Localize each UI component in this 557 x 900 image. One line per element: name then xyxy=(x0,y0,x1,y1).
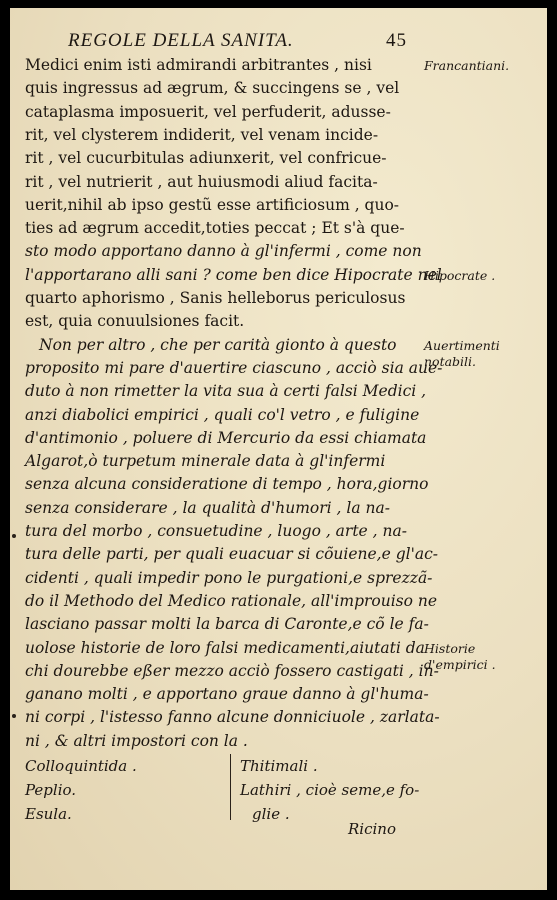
text-line: Non per altro , che per carità gionto à questo xyxy=(39,335,397,354)
text-line: quis ingressus ad ægrum, & succingens se , vel xyxy=(25,79,400,98)
text-line: do il Methodo del Medico rationale, all'improuiso ne xyxy=(25,591,438,610)
text-line: ganano molti , e apportano graue danno à gl'huma- xyxy=(25,685,429,704)
plant-list-right xyxy=(240,754,419,826)
text-line: l'apportarano alli sani ? come ben dice Hipocrate nel xyxy=(25,265,442,284)
text-line: d'antimonio , poluere di Mercurio da essi chiamata xyxy=(25,428,427,447)
margin-note: Hipocrate . xyxy=(424,267,496,283)
plant-list-left xyxy=(25,754,137,826)
list-item: Colloquintida . xyxy=(25,757,137,775)
text-line: rit , vel cucurbitulas adiunxerit, vel confricue- xyxy=(25,149,387,168)
text-line: Medici enim isti admirandi arbitrantes , nisi xyxy=(25,56,372,74)
text-line: rit, vel clysterem indiderit, vel venam incide- xyxy=(25,125,379,144)
text-line: ni , & altri impostori con la . xyxy=(25,731,248,750)
catchword: Ricino xyxy=(348,820,396,838)
text-line: senza considerare , la qualità d'humori , la na- xyxy=(25,498,390,517)
text-line: tura del morbo , consuetudine , luogo , arte , na- xyxy=(25,522,407,540)
margin-note: Auertimenti notabili. xyxy=(424,337,500,369)
list-item: Esula. xyxy=(25,805,72,823)
text-line: chi dourebbe eßer mezzo acciò fossero castigati , in- xyxy=(25,661,439,680)
text-line: duto à non rimetter la vita sua à certi falsi Medici , xyxy=(25,382,427,401)
list-item: glie . xyxy=(252,805,290,823)
text-line: est, quia conuulsiones facit. xyxy=(25,312,245,331)
text-line: cidenti , quali impedir pono le purgationi,e sprezzã- xyxy=(25,568,433,587)
text-line: senza alcuna consideratione di tempo , hora,giorno xyxy=(25,475,429,494)
running-title: REGOLE DELLA SANITA. xyxy=(68,30,294,51)
margin-note: Historie d'empirici . xyxy=(424,640,496,672)
text-line: uolose historie de loro falsi medicamenti,aiutati da xyxy=(25,638,425,657)
text-line: ties ad ægrum accedit,toties peccat ; Et s'à que- xyxy=(25,219,405,238)
text-line: ni corpi , l'istesso fanno alcune donniciuole , zarlata- xyxy=(25,708,440,727)
running-header xyxy=(50,30,430,52)
text-line: lasciano passar molti la barca di Caronte,e cõ le fa- xyxy=(25,615,429,634)
page-number: 45 xyxy=(386,30,407,51)
list-item: Lathiri , cioè seme,e fo- xyxy=(240,781,420,799)
text-line: rit , vel nutrierit , aut huiusmodi aliud facita- xyxy=(25,172,378,191)
margin-note: Francantiani. xyxy=(424,58,510,73)
list-item: Thitimali . xyxy=(240,757,318,775)
text-line: quarto aphorismo , Sanis helleborus periculosus xyxy=(25,289,406,307)
text-line: proposito mi pare d'auertire ciascuno , acciò sia aue- xyxy=(25,358,443,377)
text-line: Algarot,ò turpetum minerale data à gl'infermi xyxy=(25,452,386,471)
book-page xyxy=(10,8,547,890)
margin-mark xyxy=(12,714,16,718)
text-line: cataplasma imposuerit, vel perfuderit, adusse- xyxy=(25,102,391,121)
text-line: sto modo apportano danno à gl'infermi , come non xyxy=(25,242,422,261)
margin-mark xyxy=(12,534,16,538)
column-divider xyxy=(230,754,231,820)
text-line: uerit,nihil ab ipso gestũ esse artificiosum , quo- xyxy=(25,195,400,214)
text-line: tura delle parti, per quali euacuar si cõuiene,e gl'ac- xyxy=(25,545,439,564)
list-item: Peplio. xyxy=(25,781,77,799)
text-line: anzi diabolici empirici , quali co'l vetro , e fuligine xyxy=(25,405,420,424)
